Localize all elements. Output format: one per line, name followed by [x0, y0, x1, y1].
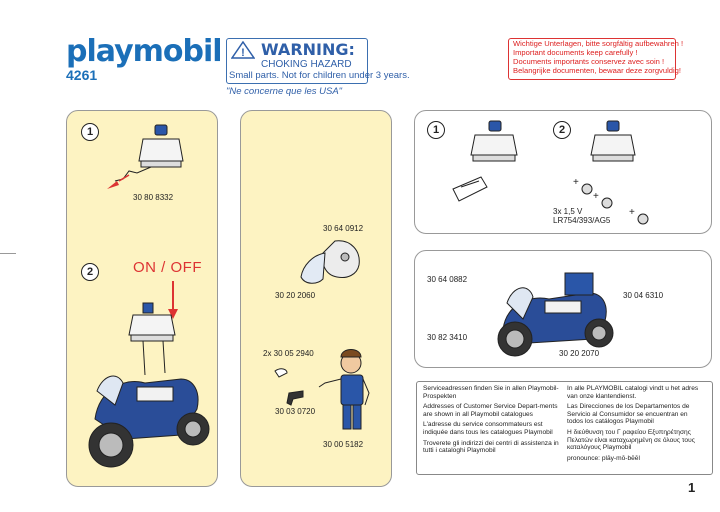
- info-column-right: [567, 385, 705, 465]
- part-number-2x: 2x 30 05 2940: [263, 349, 314, 358]
- info-es: Las Direcciones de los Departamentos de Servicio al Consumidor se encuentran en todos los catálogos Playmobil: [567, 403, 690, 426]
- part-number-moto-b: 30 04 6310: [623, 291, 664, 300]
- on-off-label: ON / OFF: [133, 259, 202, 276]
- model-number: 4261: [66, 67, 98, 83]
- warning-triangle-icon: [231, 41, 255, 59]
- motorcycle-siren-illustration: [85, 279, 215, 479]
- battery-step-1-marker: 1: [427, 121, 445, 139]
- keep-documents-notice: [508, 38, 684, 80]
- motorcycle-illustration: [485, 259, 625, 359]
- step-2-marker: 2: [81, 263, 99, 281]
- part-number-moto-c: 30 82 3410: [427, 333, 468, 342]
- edge-tick: [0, 253, 16, 254]
- info-gr: Η διεύθυνση του Γ ραφείου Εξυπηρέτησης Πελατών είναι καταχωρημένη σε όλους τους καταλόγους Playmobil: [567, 428, 695, 452]
- step-1-marker: 1: [81, 123, 99, 141]
- usa-note: "Ne concerne que les USA": [226, 86, 343, 97]
- svg-text:+: +: [573, 177, 579, 188]
- warning-box: [226, 38, 410, 84]
- warning-line2: Small parts. Not for children under 3 years.: [229, 70, 410, 81]
- info-pronounce: pronounce: plāy-mō-bēēl: [567, 454, 640, 462]
- siren-open-illustration: [445, 115, 535, 207]
- battery-type: LR754/393/AG5: [553, 216, 611, 225]
- info-de: Serviceadressen finden Sie in allen Playmobil-Prospekten: [423, 385, 559, 400]
- customer-service-info: [416, 381, 713, 475]
- panel-light-assembly: [66, 110, 218, 487]
- part-number-figure: 30 00 5182: [323, 440, 364, 449]
- info-column-left: [423, 385, 559, 458]
- part-number-gun: 30 03 0720: [275, 407, 316, 416]
- part-number-step1: 30 80 8332: [133, 193, 174, 202]
- svg-text:+: +: [629, 207, 635, 218]
- svg-text:!: !: [241, 47, 245, 59]
- keep-line-fr: Documents importants conservez avec soin !: [513, 57, 665, 66]
- info-fr: L'adresse du service consommateurs est indiquée dans tous les catalogues Playmobil: [423, 421, 553, 436]
- svg-text:+: +: [593, 191, 599, 202]
- keep-line-de: Wichtige Unterlagen, bitte sorgfältig aufbewahren !: [513, 39, 684, 48]
- warning-line1: CHOKING HAZARD: [261, 59, 352, 70]
- police-figure-illustration: [269, 343, 389, 443]
- panel-figure-parts: [240, 110, 392, 487]
- keep-line-nl: Belangrijke documenten, bewaar deze zorgvuldig!: [513, 66, 682, 75]
- battery-insert-illustration: [565, 115, 705, 225]
- info-en: Addresses of Customer Service Depart-ments are shown in all Playmobil catalogues: [423, 403, 558, 418]
- info-nl: In alle PLAYMOBIL catalogi vindt u het adres van onze klantendienst.: [567, 385, 699, 400]
- battery-step-2-marker: 2: [553, 121, 571, 139]
- warning-title: WARNING:: [261, 40, 355, 59]
- battery-voltage: 3x 1,5 V: [553, 207, 583, 216]
- helmet-illustration: [295, 235, 375, 291]
- playmobil-logo: playmobil: [66, 34, 222, 69]
- part-number-helmet: 30 64 0912: [323, 224, 364, 233]
- panel-motorcycle-parts: [414, 250, 712, 368]
- info-it: Troverete gli indirizzi dei centri di assistenza in tutti i cataloghi Playmobil: [423, 439, 559, 455]
- page-number: 1: [688, 480, 696, 495]
- part-number-visor: 30 20 2060: [275, 291, 316, 300]
- panel-battery-change: [414, 110, 712, 234]
- part-number-moto-a: 30 64 0882: [427, 275, 468, 284]
- part-number-moto-d: 30 20 2070: [559, 349, 600, 358]
- keep-line-en: Important documents keep carefully !: [513, 48, 638, 57]
